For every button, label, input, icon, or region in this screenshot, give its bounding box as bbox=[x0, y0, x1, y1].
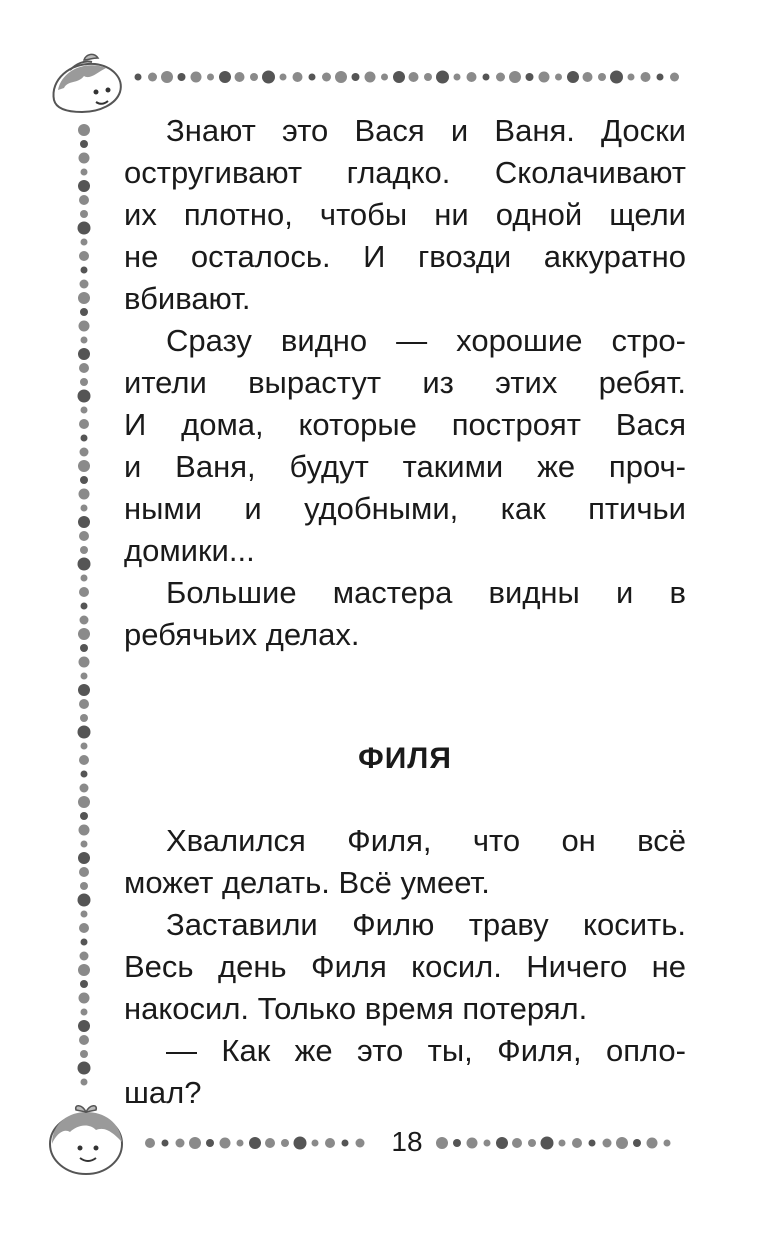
border-dot bbox=[80, 784, 89, 793]
border-dot bbox=[541, 1137, 554, 1150]
text-line: Сразу видно — хорошие стро- bbox=[166, 323, 686, 358]
border-dot bbox=[80, 952, 89, 961]
border-dot bbox=[293, 72, 303, 82]
border-dot bbox=[80, 378, 88, 386]
text-line: Знают это Вася и Ваня. Доски bbox=[166, 113, 686, 148]
border-dot bbox=[322, 73, 331, 82]
border-dot bbox=[81, 673, 88, 680]
border-dot bbox=[80, 210, 88, 218]
border-dot bbox=[78, 292, 90, 304]
border-dot bbox=[80, 448, 89, 457]
border-dot bbox=[81, 911, 88, 918]
border-dot bbox=[176, 1139, 185, 1148]
border-dot bbox=[467, 72, 477, 82]
text-line: Заставили Филю траву косить. bbox=[166, 907, 686, 942]
border-dot bbox=[528, 1139, 536, 1147]
border-dot bbox=[79, 321, 90, 332]
border-dot bbox=[81, 337, 88, 344]
border-dot bbox=[81, 575, 88, 582]
border-dot bbox=[80, 882, 88, 890]
border-dot bbox=[572, 1138, 582, 1148]
border-dot bbox=[148, 73, 157, 82]
border-dot bbox=[219, 71, 231, 83]
border-dot bbox=[79, 755, 89, 765]
text-line: Хвалился Филя, что он всё bbox=[166, 823, 686, 858]
border-dot bbox=[79, 1035, 89, 1045]
border-dot bbox=[80, 812, 88, 820]
border-dot bbox=[78, 222, 91, 235]
border-dot bbox=[262, 71, 275, 84]
border-dot bbox=[79, 699, 89, 709]
text-line: Большие мастера видны и в bbox=[166, 575, 686, 610]
text-line: — Как же это ты, Филя, опло- bbox=[166, 1033, 686, 1068]
border-dot bbox=[484, 1140, 491, 1147]
border-dot bbox=[483, 74, 490, 81]
border-dot bbox=[220, 1138, 231, 1149]
border-dot bbox=[79, 489, 90, 500]
border-dot bbox=[670, 73, 679, 82]
border-dot bbox=[162, 1140, 169, 1147]
border-dot bbox=[81, 435, 88, 442]
border-dot bbox=[454, 74, 461, 81]
border-dot bbox=[78, 180, 90, 192]
border-dot bbox=[509, 71, 521, 83]
text-line: вбивают. bbox=[124, 281, 251, 316]
border-dot bbox=[280, 74, 287, 81]
border-dot bbox=[281, 1139, 289, 1147]
text-line: и Ваня, будут такими же проч- bbox=[124, 449, 686, 484]
text-line: И дома, которые построят Вася bbox=[124, 407, 686, 442]
border-dot bbox=[78, 684, 90, 696]
text-line: может делать. Всё умеет. bbox=[124, 865, 490, 900]
border-dot bbox=[356, 1139, 365, 1148]
border-dot bbox=[178, 73, 186, 81]
border-dot bbox=[312, 1140, 319, 1147]
border-dot bbox=[80, 714, 88, 722]
border-dot bbox=[80, 308, 88, 316]
border-dot bbox=[145, 1138, 155, 1148]
border-dot bbox=[249, 1137, 261, 1149]
border-dot bbox=[79, 825, 90, 836]
border-dot bbox=[235, 72, 245, 82]
border-dot bbox=[78, 460, 90, 472]
border-dot bbox=[78, 348, 90, 360]
border-dot bbox=[79, 657, 90, 668]
border-dot bbox=[206, 1139, 214, 1147]
border-dot bbox=[79, 419, 89, 429]
border-dot bbox=[294, 1137, 307, 1150]
border-dot bbox=[539, 72, 550, 83]
border-dot bbox=[78, 390, 91, 403]
border-dot bbox=[79, 153, 90, 164]
border-dot bbox=[79, 251, 89, 261]
border-dot bbox=[79, 587, 89, 597]
border-dot bbox=[657, 74, 664, 81]
border-dot bbox=[81, 771, 88, 778]
border-dot bbox=[80, 616, 89, 625]
border-dot bbox=[409, 72, 419, 82]
border-dot bbox=[265, 1138, 275, 1148]
border-dot bbox=[79, 531, 89, 541]
border-dot bbox=[189, 1137, 201, 1149]
border-dot bbox=[436, 1137, 448, 1149]
border-dot bbox=[598, 73, 606, 81]
text-line: не осталось. И гвозди аккуратно bbox=[124, 239, 686, 274]
border-dot bbox=[603, 1139, 612, 1148]
border-dot bbox=[191, 72, 202, 83]
border-dot bbox=[80, 140, 88, 148]
border-dot bbox=[80, 546, 88, 554]
story-text-2 bbox=[124, 820, 686, 1114]
border-dot bbox=[664, 1140, 671, 1147]
border-dot bbox=[633, 1139, 641, 1147]
border-dot bbox=[628, 74, 635, 81]
border-dot bbox=[79, 923, 89, 933]
border-dot bbox=[342, 1140, 349, 1147]
border-dot bbox=[436, 71, 449, 84]
border-dot bbox=[79, 363, 89, 373]
border-dot bbox=[78, 726, 91, 739]
border-dot bbox=[78, 1020, 90, 1032]
border-dot bbox=[78, 964, 90, 976]
border-dot bbox=[381, 74, 388, 81]
border-dot bbox=[81, 1009, 88, 1016]
border-dot bbox=[237, 1140, 244, 1147]
border-dot bbox=[81, 939, 88, 946]
border-dot bbox=[81, 1079, 88, 1086]
border-dot bbox=[78, 796, 90, 808]
border-dot bbox=[81, 407, 88, 414]
border-dot bbox=[352, 73, 360, 81]
border-dot bbox=[467, 1138, 478, 1149]
border-dot bbox=[79, 993, 90, 1004]
page-number: 18 bbox=[391, 1126, 423, 1157]
border-dot bbox=[81, 743, 88, 750]
story-text-1 bbox=[124, 110, 686, 656]
border-dot bbox=[424, 73, 432, 81]
border-dot bbox=[135, 74, 142, 81]
text-line: остругивают гладко. Сколачивают bbox=[124, 155, 686, 190]
border-dot bbox=[496, 1137, 508, 1149]
border-dot bbox=[496, 73, 505, 82]
text-line: ребячьих делах. bbox=[124, 617, 360, 652]
girl-face-icon bbox=[40, 50, 130, 120]
border-dot bbox=[393, 71, 405, 83]
border-dot bbox=[78, 628, 90, 640]
border-dot bbox=[616, 1137, 628, 1149]
border-dot bbox=[583, 72, 593, 82]
border-dot bbox=[80, 280, 89, 289]
text-line: ители вырастут из этих ребят. bbox=[124, 365, 686, 400]
border-dot bbox=[335, 71, 347, 83]
girl-face-icon bbox=[40, 1100, 130, 1180]
text-line: ными и удобными, как птичьи bbox=[124, 491, 686, 526]
border-dot bbox=[78, 124, 90, 136]
border-dot bbox=[589, 1140, 596, 1147]
border-dot bbox=[325, 1138, 335, 1148]
text-line: Весь день Филя косил. Ничего не bbox=[124, 949, 686, 984]
border-dot bbox=[555, 74, 562, 81]
border-dot bbox=[78, 1062, 91, 1075]
border-dot bbox=[81, 505, 88, 512]
border-dot bbox=[207, 74, 214, 81]
border-dot bbox=[80, 644, 88, 652]
border-dot bbox=[80, 1050, 88, 1058]
story-title: ФИЛЯ bbox=[358, 742, 452, 775]
text-line: накосил. Только время потерял. bbox=[124, 991, 588, 1026]
border-dot bbox=[81, 267, 88, 274]
border-dot bbox=[453, 1139, 461, 1147]
border-dot bbox=[81, 603, 88, 610]
border-dot bbox=[567, 71, 579, 83]
text-line: домики... bbox=[124, 533, 255, 568]
border-dot bbox=[79, 195, 89, 205]
border-dot bbox=[250, 73, 258, 81]
border-dot bbox=[610, 71, 623, 84]
border-dot bbox=[80, 980, 88, 988]
border-dot bbox=[365, 72, 376, 83]
border-dot bbox=[641, 72, 651, 82]
border-dot bbox=[79, 867, 89, 877]
border-dot bbox=[81, 169, 88, 176]
border-dot bbox=[78, 894, 91, 907]
border-dot bbox=[309, 74, 316, 81]
text-line: их плотно, чтобы ни одной щели bbox=[124, 197, 686, 232]
border-dot bbox=[647, 1138, 658, 1149]
border-dot bbox=[161, 71, 173, 83]
border-dot bbox=[78, 852, 90, 864]
border-dot bbox=[78, 558, 91, 571]
border-dot bbox=[78, 516, 90, 528]
border-dot bbox=[559, 1140, 566, 1147]
border-dot bbox=[512, 1138, 522, 1148]
border-dot bbox=[81, 239, 88, 246]
border-dot bbox=[81, 841, 88, 848]
border-dot bbox=[526, 73, 534, 81]
text-line: шал? bbox=[124, 1075, 202, 1110]
border-dot bbox=[80, 476, 88, 484]
